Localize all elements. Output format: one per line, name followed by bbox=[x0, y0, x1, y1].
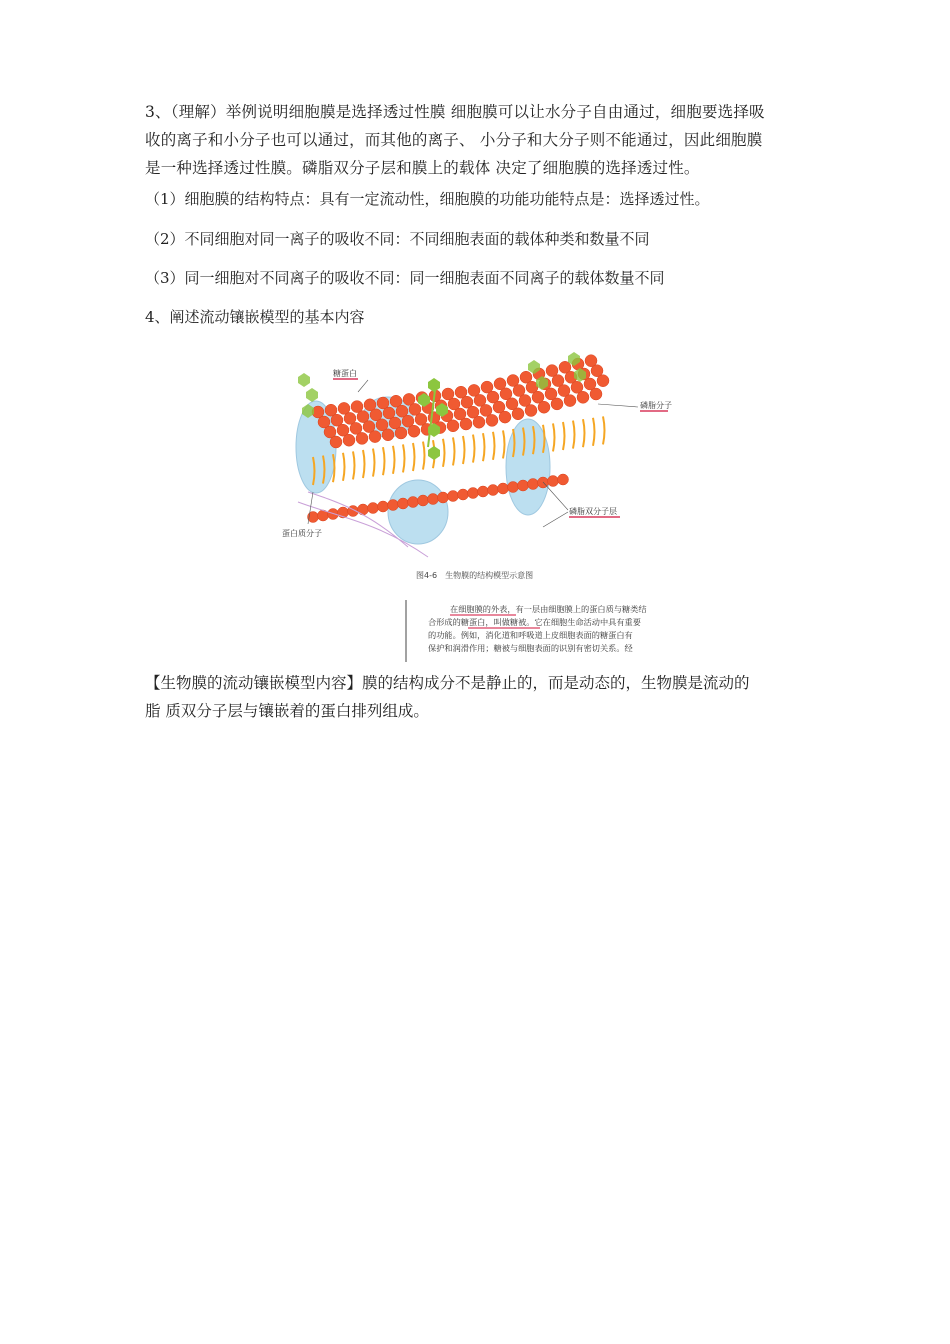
lipid-tail bbox=[503, 430, 505, 458]
lipid-tail bbox=[393, 446, 395, 474]
label-bilayer: 磷脂双分子层 bbox=[569, 507, 617, 516]
lipid-head bbox=[408, 425, 420, 437]
lipid-tail bbox=[353, 451, 355, 479]
lipid-head bbox=[486, 414, 498, 426]
lipid-tail bbox=[593, 418, 595, 446]
lipid-head bbox=[528, 479, 539, 490]
label-leader bbox=[543, 482, 568, 510]
lipid-head bbox=[382, 429, 394, 441]
lipid-head bbox=[438, 492, 449, 503]
lipid-head bbox=[369, 431, 381, 443]
lipid-tail bbox=[603, 416, 605, 444]
label-leader bbox=[543, 512, 568, 527]
note-line: 在细胞膜的外表，有一层由细胞膜上的蛋白质与糖类结 bbox=[450, 604, 647, 614]
lipid-head bbox=[358, 504, 369, 515]
lipid-head bbox=[395, 427, 407, 439]
lipid-head bbox=[468, 488, 479, 499]
lipid-tail bbox=[483, 433, 485, 461]
membrane-figure bbox=[278, 352, 678, 662]
label-leader bbox=[358, 380, 368, 392]
lipid-tail bbox=[373, 449, 375, 477]
note-line: 合形成的糖蛋白，叫做糖被。它在细胞生命活动中具有重要 bbox=[428, 617, 641, 627]
lipid-tail bbox=[413, 443, 415, 471]
lipid-tail bbox=[343, 453, 345, 481]
paragraph-line: 收的离子和小分子也可以通过，而其他的离子、 小分子和大分子则不能通过，因此细胞膜 bbox=[145, 131, 763, 149]
lipid-tail bbox=[493, 432, 495, 460]
lipid-head bbox=[538, 401, 550, 413]
lipid-tail bbox=[423, 442, 425, 470]
paragraph-line: 脂 质双分子层与镶嵌着的蛋白排列组成。 bbox=[145, 702, 429, 720]
protein-icon bbox=[388, 480, 448, 544]
lipid-head bbox=[330, 436, 342, 448]
label-glycoprotein: 糖蛋白 bbox=[333, 369, 357, 378]
lipid-head bbox=[398, 498, 409, 509]
lipid-head bbox=[378, 501, 389, 512]
point-2: （2）不同细胞对同一离子的吸收不同：不同细胞表面的载体种类和数量不同 bbox=[145, 230, 650, 248]
lipid-tail bbox=[583, 419, 585, 447]
lipid-head bbox=[564, 395, 576, 407]
lipid-head bbox=[499, 411, 511, 423]
lipid-head bbox=[448, 491, 459, 502]
lipid-tail bbox=[573, 421, 575, 449]
figure-caption: 图4-6 生物膜的结构模型示意图 bbox=[416, 571, 534, 580]
lipid-head bbox=[343, 434, 355, 446]
paragraph-line: 【生物膜的流动镶嵌模型内容】膜的结构成分不是静止的，而是动态的，生物膜是流动的 bbox=[145, 674, 750, 692]
paragraph-line: 3、（理解）举例说明细胞膜是选择透过性膜 细胞膜可以让水分子自由通过，细胞要选择吸 bbox=[145, 103, 765, 121]
lipid-head bbox=[525, 405, 537, 417]
lipid-head bbox=[512, 408, 524, 420]
lipid-tail bbox=[463, 436, 465, 464]
lipid-head bbox=[356, 432, 368, 444]
lipid-head bbox=[558, 474, 569, 485]
label-leader bbox=[598, 404, 638, 407]
point-1: （1）细胞膜的结构特点：具有一定流动性，细胞膜的功能功能特点是：选择透过性。 bbox=[145, 190, 710, 208]
lipid-tail bbox=[363, 450, 365, 478]
lipid-head bbox=[460, 418, 472, 430]
label-phospholipid: 磷脂分子 bbox=[640, 401, 672, 410]
lipid-head bbox=[577, 391, 589, 403]
paragraph-line: 是一种选择透过性膜。磷脂双分子层和膜上的载体 决定了细胞膜的选择透过性。 bbox=[145, 159, 700, 177]
lipid-head bbox=[590, 388, 602, 400]
lipid-head bbox=[368, 503, 379, 514]
lipid-tail bbox=[383, 447, 385, 475]
lipid-head bbox=[458, 489, 469, 500]
lipid-head bbox=[408, 497, 419, 508]
lipid-head bbox=[388, 500, 399, 511]
label-protein: 蛋白质分子 bbox=[282, 529, 322, 538]
lipid-head bbox=[488, 485, 499, 496]
lipid-head bbox=[548, 476, 559, 487]
lipid-tail bbox=[553, 423, 555, 451]
lipid-head bbox=[508, 482, 519, 493]
point-3: （3）同一细胞对不同离子的吸收不同：同一细胞表面不同离子的载体数量不同 bbox=[145, 269, 665, 287]
lipid-head bbox=[498, 483, 509, 494]
lipid-head bbox=[428, 494, 439, 505]
lipid-tail bbox=[563, 422, 565, 450]
note-line: 保护和润滑作用；糖被与细胞表面的识别有密切关系。经 bbox=[428, 643, 633, 653]
lipid-head bbox=[418, 495, 429, 506]
lipid-head bbox=[447, 420, 459, 432]
section-4-heading: 4、阐述流动镶嵌模型的基本内容 bbox=[145, 308, 365, 326]
lipid-head bbox=[551, 398, 563, 410]
summary-paragraph bbox=[145, 669, 750, 725]
lipid-head bbox=[478, 486, 489, 497]
lipid-tail bbox=[443, 439, 445, 467]
note-line: 的功能。例如，消化道和呼吸道上皮细胞表面的糖蛋白有 bbox=[428, 630, 633, 640]
section-3-paragraph bbox=[145, 98, 765, 182]
lipid-tail bbox=[403, 444, 405, 472]
lipid-head bbox=[518, 480, 529, 491]
lipid-head bbox=[473, 416, 485, 428]
lipid-tail bbox=[473, 435, 475, 463]
lipid-head bbox=[597, 375, 609, 387]
lipid-tail bbox=[453, 437, 455, 465]
